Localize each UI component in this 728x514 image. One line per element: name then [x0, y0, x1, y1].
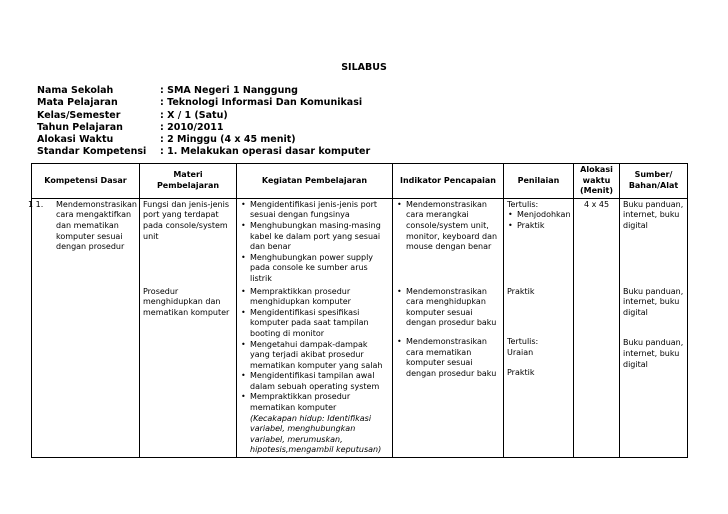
meta-row [37, 122, 370, 134]
sumber-text: Buku panduan, internet, buku digital [623, 338, 684, 369]
meta-row [37, 110, 370, 122]
header-alokasi: Alokasi waktu (Menit) [574, 164, 620, 199]
meta-label: Standar Kompetensi [37, 146, 147, 158]
cell-indikator [393, 286, 504, 458]
list-item: • Menjodohkan [507, 210, 570, 221]
header-indikator: Indikator Pencapaian [393, 164, 504, 199]
kecakapan-note: (Kecakapan hidup: Identifikasi variabel, menghubungkan variabel, merumuskan, hipotesis,mengambil keputusan) [250, 413, 382, 455]
penilaian-title: Tertulis: [507, 199, 539, 209]
row-number: 1 1. [28, 199, 44, 209]
cell-kompetensi-dasar [28, 198, 140, 285]
cell-indikator [393, 198, 504, 285]
table-header-row [32, 164, 688, 199]
header-sumber: Sumber/ Bahan/Alat [620, 164, 688, 199]
meta-value: : X / 1 (Satu) [160, 109, 228, 121]
penilaian-text: Tertulis: [507, 337, 539, 347]
meta-value: : SMA Negeri 1 Nanggung [160, 85, 298, 96]
meta-label: Tahun Pelajaran [37, 121, 123, 133]
meta-value: : 1. Melakukan operasi dasar komputer [160, 146, 371, 158]
header-penilaian: Penilaian [504, 164, 574, 199]
meta-value: : Teknologi Informasi Dan Komunikasi [160, 97, 363, 109]
list-item: • Mengidentifikasi tampilan awal dalam sebuah operating system [240, 371, 389, 392]
cell-kegiatan [237, 286, 393, 458]
list-item: • Mempraktikkan prosedur mematikan komputer [240, 392, 389, 413]
list-item: • Mengidentifikasi spesifikasi komputer pada saat tampilan booting di monitor [240, 308, 389, 340]
cell-alokasi [574, 286, 620, 458]
meta-value: : 2010/2011 [160, 121, 224, 133]
list-item: • Mempraktikkan prosedur menghidupkan komputer [240, 287, 389, 308]
table-row [32, 286, 688, 458]
meta-label: Alokasi Waktu [37, 134, 114, 146]
kompetensi-text: Mendemonstrasikan cara mengaktifkan dan mematikan komputer sesuai dengan prosedur [56, 199, 138, 252]
meta-row [37, 97, 370, 109]
penilaian-text: Praktik [507, 286, 535, 296]
cell-materi: Prosedur menghidupkan dan mematikan komputer [140, 286, 237, 458]
meta-label: Kelas/Semester [37, 109, 121, 121]
meta-value: : 2 Minggu (4 x 45 menit) [160, 134, 296, 146]
cell-materi: Fungsi dan jenis-jenis port yang terdapat pada console/system unit [140, 198, 237, 285]
list-item: • Mengidentifikasi jenis-jenis port sesuai dengan fungsinya [240, 200, 389, 221]
penilaian-text: Uraian [507, 347, 534, 357]
header-materi: Materi Pembelajaran [140, 164, 237, 199]
penilaian-text: Praktik [507, 368, 535, 378]
list-item: • Menghubungkan masing-masing kabel ke dalam port yang sesuai dan benar [240, 221, 389, 253]
list-item: • Menghubungkan power supply pada console ke sumber arus listrik [240, 253, 389, 285]
header-kompetensi-dasar: Kompetensi Dasar [32, 164, 140, 199]
cell-alokasi: 4 x 45 [574, 198, 620, 285]
cell-penilaian [504, 286, 574, 458]
document-title: SILABUS [341, 62, 387, 73]
syllabus-table [28, 163, 688, 458]
cell-sumber [620, 286, 688, 458]
header-kegiatan: Kegiatan Pembelajaran [237, 164, 393, 199]
sumber-text: Buku panduan, internet, buku digital [623, 286, 684, 317]
list-item: • Praktik [507, 221, 570, 232]
cell-kegiatan [237, 198, 393, 285]
cell-kompetensi-dasar [32, 286, 140, 458]
list-item: • Mengetahui dampak-dampak yang terjadi akibat prosedur mematikan komputer yang salah [240, 340, 389, 372]
meta-label: Nama Sekolah [37, 85, 114, 96]
cell-penilaian [504, 198, 574, 285]
meta-row [37, 85, 370, 97]
list-item: • Mendemonstrasikan cara menghidupkan komputer sesuai dengan prosedur baku [396, 287, 500, 329]
meta-label: Mata Pelajaran [37, 97, 118, 109]
syllabus-meta [37, 85, 370, 159]
list-item: • Mendemonstrasikan cara merangkai console/system unit, monitor, keyboard dan mouse dengan benar [396, 200, 500, 253]
list-item: • Mendemonstrasikan cara mematikan komputer sesuai dengan prosedur baku [396, 337, 500, 379]
cell-sumber: Buku panduan, internet, buku digital [620, 198, 688, 285]
meta-row [37, 146, 370, 158]
table-row [32, 198, 688, 285]
meta-row [37, 134, 370, 146]
